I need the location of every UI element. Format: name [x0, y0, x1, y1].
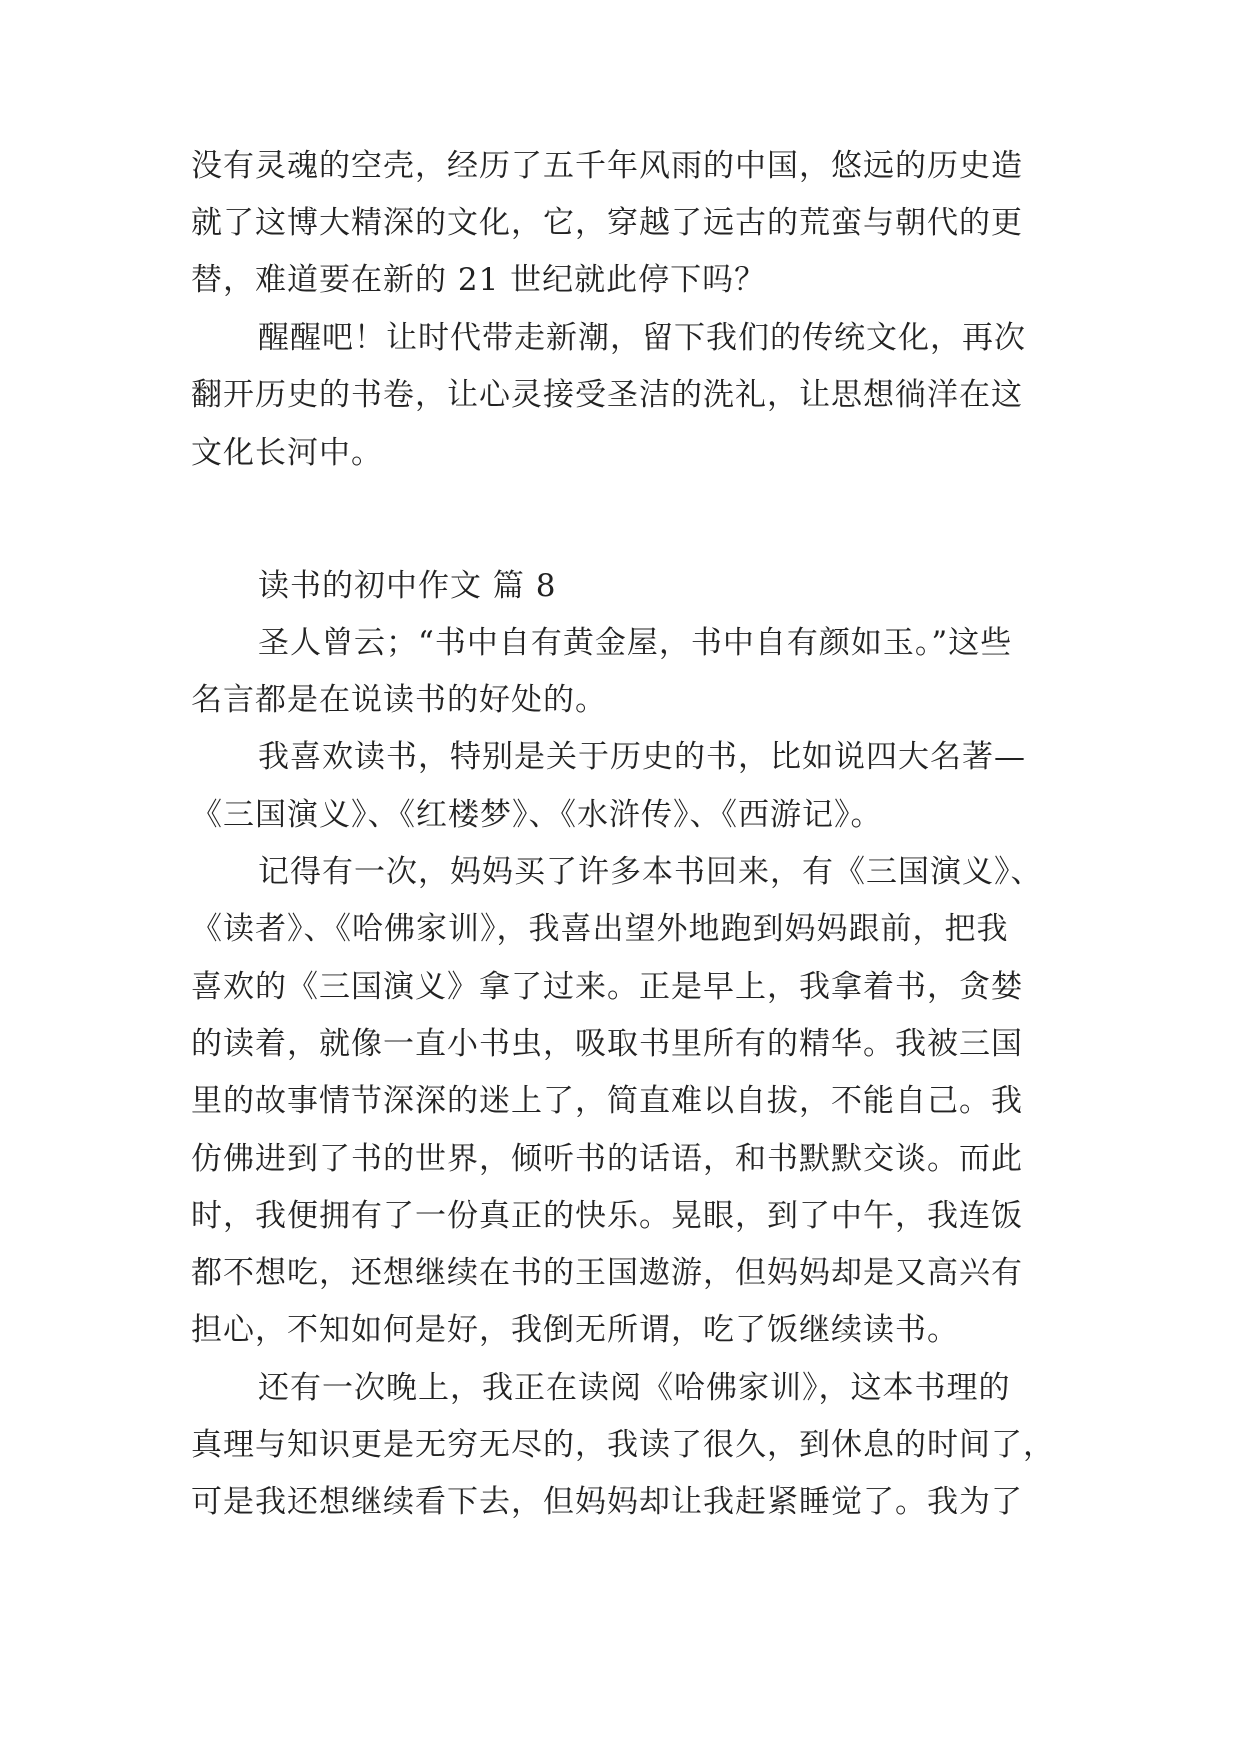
text-line: 时，我便拥有了一份真正的快乐。晃眼，到了中午，我连饭 [191, 1198, 1023, 1234]
text-line: 文化长河中。 [191, 435, 383, 471]
text-line: 担心，不知如何是好，我倒无所谓，吃了饭继续读书。 [191, 1312, 959, 1348]
text-line: 仿佛进到了书的世界，倾听书的话语，和书默默交谈。而此 [191, 1141, 1023, 1177]
section-heading: 读书的初中作文 篇 8 [258, 568, 557, 604]
text-line: 醒醒吧！让时代带走新潮，留下我们的传统文化，再次 [258, 320, 1026, 356]
text-line: 我喜欢读书，特别是关于历史的书，比如说四大名著— [258, 739, 1026, 775]
text-line: 翻开历史的书卷，让心灵接受圣洁的洗礼，让思想徜洋在这 [191, 377, 1023, 413]
text-line: 真理与知识更是无穷无尽的，我读了很久，到休息的时间了， [191, 1427, 1055, 1463]
text-line: 圣人曾云；“书中自有黄金屋，书中自有颜如玉。”这些 [258, 625, 1013, 661]
text-line: 都不想吃，还想继续在书的王国遨游，但妈妈却是又高兴有 [191, 1255, 1023, 1291]
text-line: 还有一次晚上，我正在读阅《哈佛家训》，这本书理的 [258, 1370, 1011, 1406]
text-line: 的读着，就像一直小书虫，吸取书里所有的精华。我被三国 [191, 1026, 1023, 1062]
text-line: 《读者》、《哈佛家训》，我喜出望外地跑到妈妈跟前，把我 [191, 911, 1009, 947]
text-line: 名言都是在说读书的好处的。 [191, 682, 607, 718]
text-line: 可是我还想继续看下去，但妈妈却让我赶紧睡觉了。我为了 [191, 1484, 1023, 1520]
text-line: 《三国演义》、《红楼梦》、《水浒传》、《西游记》。 [191, 797, 883, 833]
text-line: 里的故事情节深深的迷上了，简直难以自拔，不能自己。我 [191, 1083, 1023, 1119]
text-line: 喜欢的《三国演义》拿了过来。正是早上，我拿着书，贪婪 [191, 969, 1023, 1005]
text-line: 没有灵魂的空壳，经历了五千年风雨的中国，悠远的历史造 [191, 148, 1023, 184]
text-line: 记得有一次，妈妈买了许多本书回来，有《三国演义》、 [258, 854, 1043, 890]
text-line: 就了这博大精深的文化，它，穿越了远古的荒蛮与朝代的更 [191, 205, 1023, 241]
text-line: 替，难道要在新的 21 世纪就此停下吗？ [191, 262, 767, 298]
